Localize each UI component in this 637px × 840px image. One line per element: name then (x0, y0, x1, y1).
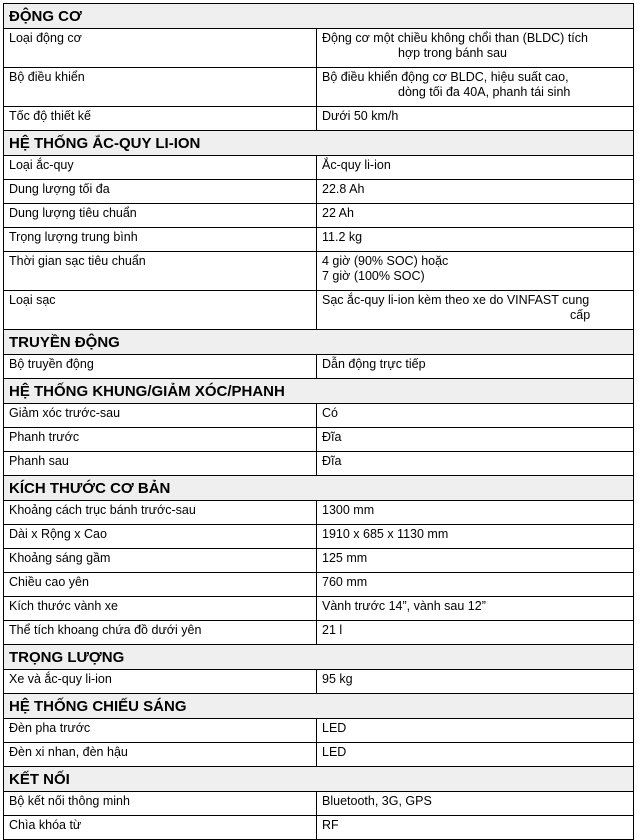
section-engine (4, 4, 634, 29)
table-row (4, 107, 634, 131)
row-value: 1300 mm (317, 501, 634, 525)
row-value: Ắc-quy li-ion (317, 156, 634, 180)
row-value (317, 252, 634, 291)
row-value: LED (317, 719, 634, 743)
row-label: Dung lượng tối đa (4, 180, 317, 204)
row-label: Loại sạc (4, 291, 317, 330)
section-drive (4, 330, 634, 355)
table-row (4, 204, 634, 228)
table-row (4, 501, 634, 525)
row-label: Loại ắc-quy (4, 156, 317, 180)
row-value: Vành trước 14”, vành sau 12” (317, 597, 634, 621)
row-value: Bluetooth, 3G, GPS (317, 792, 634, 816)
row-label: Đèn pha trước (4, 719, 317, 743)
row-value: LED (317, 743, 634, 767)
row-label: Tốc độ thiết kế (4, 107, 317, 131)
row-label: Chiều cao yên (4, 573, 317, 597)
row-label: Đèn xi nhan, đèn hậu (4, 743, 317, 767)
row-label: Dài x Rộng x Cao (4, 525, 317, 549)
row-value: 125 mm (317, 549, 634, 573)
table-row (4, 291, 634, 330)
row-value-line: Bộ điều khiển động cơ BLDC, hiệu suất cao, (322, 70, 569, 84)
table-row (4, 573, 634, 597)
section-connect (4, 767, 634, 792)
row-value: 22.8 Ah (317, 180, 634, 204)
row-label: Loại động cơ (4, 29, 317, 68)
row-value: Dẫn động trực tiếp (317, 355, 634, 379)
row-label: Bộ truyền động (4, 355, 317, 379)
row-label: Giảm xóc trước-sau (4, 404, 317, 428)
table-row (4, 597, 634, 621)
section-title: ĐỘNG CƠ (4, 4, 634, 29)
row-value-line: cấp (570, 308, 591, 322)
row-label: Trọng lượng trung bình (4, 228, 317, 252)
row-value: Đĩa (317, 428, 634, 452)
table-row (4, 549, 634, 573)
row-label: Khoảng sáng gầm (4, 549, 317, 573)
spec-table (3, 3, 634, 840)
section-lighting (4, 694, 634, 719)
row-value: 21 l (317, 621, 634, 645)
row-value: 95 kg (317, 670, 634, 694)
table-row (4, 719, 634, 743)
table-row (4, 792, 634, 816)
table-row (4, 252, 634, 291)
row-value-line: 7 giờ (100% SOC) (322, 269, 425, 283)
table-row (4, 228, 634, 252)
row-value: 11.2 kg (317, 228, 634, 252)
section-battery (4, 131, 634, 156)
section-title: KẾT NỐI (4, 767, 634, 792)
table-row (4, 355, 634, 379)
table-row (4, 621, 634, 645)
row-label: Thể tích khoang chứa đồ dưới yên (4, 621, 317, 645)
row-value-line: 4 giờ (90% SOC) hoặc (322, 254, 449, 268)
table-row (4, 743, 634, 767)
table-row (4, 68, 634, 107)
table-row (4, 180, 634, 204)
row-label: Khoảng cách trục bánh trước-sau (4, 501, 317, 525)
table-row (4, 452, 634, 476)
section-title: TRUYỀN ĐỘNG (4, 330, 634, 355)
row-value (317, 68, 634, 107)
row-value: Đĩa (317, 452, 634, 476)
row-label: Chìa khóa từ (4, 816, 317, 840)
row-label: Bộ kết nối thông minh (4, 792, 317, 816)
row-label: Dung lượng tiêu chuẩn (4, 204, 317, 228)
row-label: Xe và ắc-quy li-ion (4, 670, 317, 694)
row-value-line: Sạc ắc-quy li-ion kèm theo xe do VINFAST cung (322, 293, 590, 307)
table-row (4, 404, 634, 428)
row-value: Dưới 50 km/h (317, 107, 634, 131)
row-label: Phanh sau (4, 452, 317, 476)
row-value (317, 291, 634, 330)
table-row (4, 29, 634, 68)
section-dimensions (4, 476, 634, 501)
row-value: 22 Ah (317, 204, 634, 228)
row-value: 760 mm (317, 573, 634, 597)
row-label: Phanh trước (4, 428, 317, 452)
row-value-line: dòng tối đa 40A, phanh tái sinh (398, 85, 571, 99)
row-value (317, 29, 634, 68)
section-frame (4, 379, 634, 404)
section-weight (4, 645, 634, 670)
section-title: HỆ THỐNG KHUNG/GIẢM XÓC/PHANH (4, 379, 634, 404)
row-label: Thời gian sạc tiêu chuẩn (4, 252, 317, 291)
row-value: RF (317, 816, 634, 840)
section-title: KÍCH THƯỚC CƠ BẢN (4, 476, 634, 501)
table-row (4, 670, 634, 694)
table-row (4, 428, 634, 452)
row-value: 1910 x 685 x 1130 mm (317, 525, 634, 549)
table-row (4, 525, 634, 549)
row-value: Có (317, 404, 634, 428)
row-label: Bộ điều khiển (4, 68, 317, 107)
table-row (4, 156, 634, 180)
section-title: TRỌNG LƯỢNG (4, 645, 634, 670)
row-value-line: hợp trong bánh sau (398, 46, 507, 60)
row-value-line: Động cơ một chiều không chổi than (BLDC) tích (322, 31, 588, 45)
table-row (4, 816, 634, 840)
section-title: HỆ THỐNG ẮC-QUY LI-ION (4, 131, 634, 156)
row-label: Kích thước vành xe (4, 597, 317, 621)
section-title: HỆ THỐNG CHIẾU SÁNG (4, 694, 634, 719)
